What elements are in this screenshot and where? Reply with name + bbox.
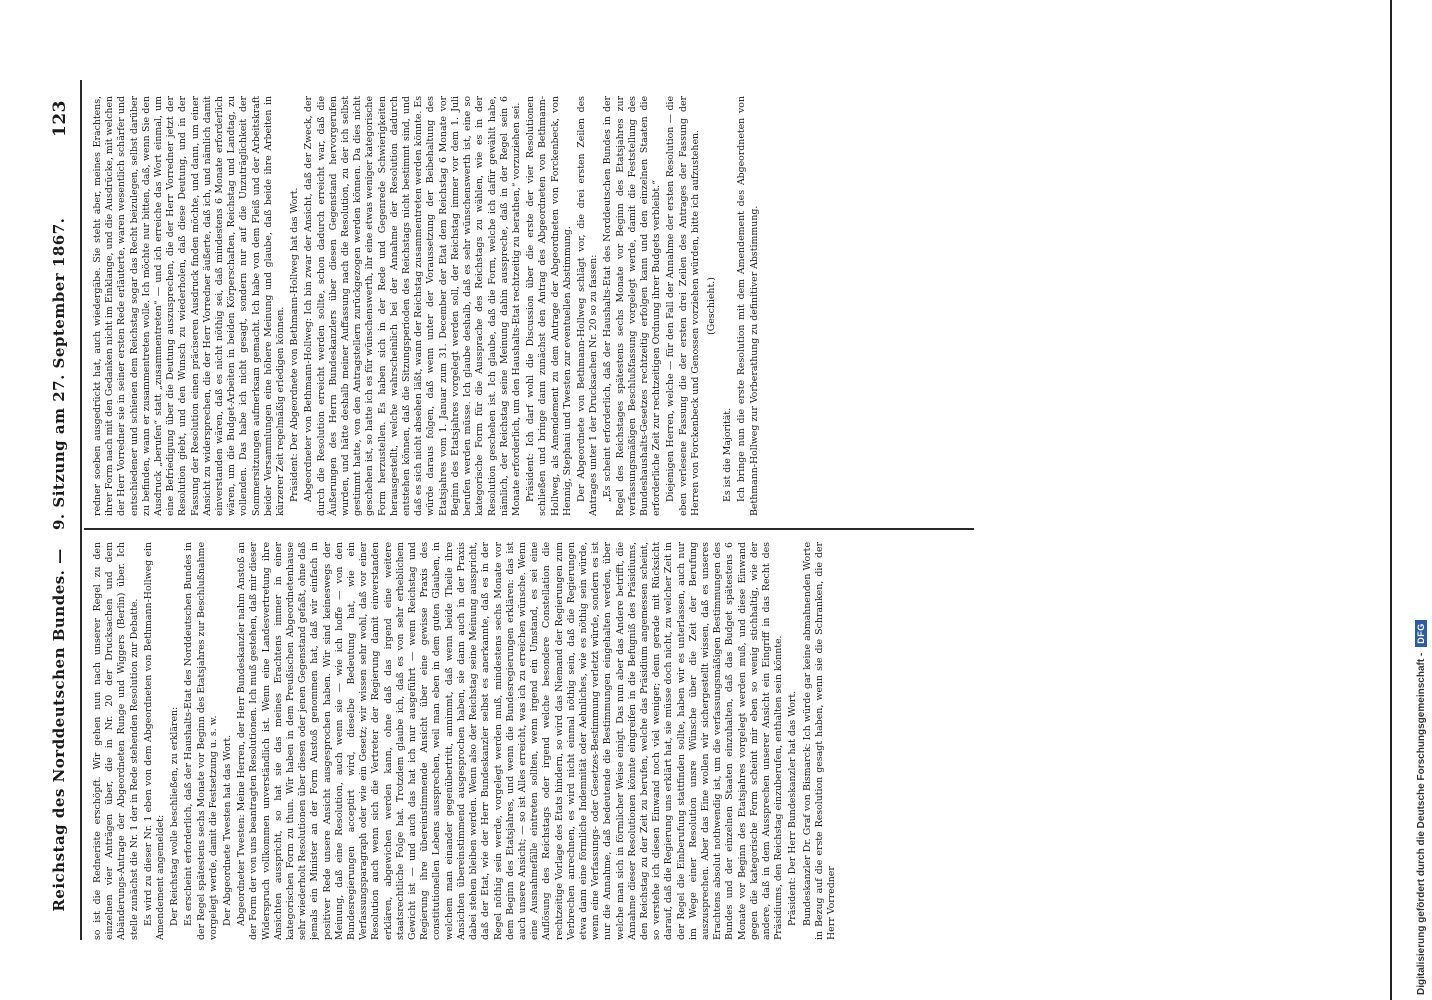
paragraph: so ist die Redneriste erschöpft. Wir gehen nun nach unserer Regel zu den einzelnen vier Anträgen über, die in Nr. 20 der Drucksachen und dem Abänderungs-Antrage der Abgeordneten Runge und Wiggers (Berlin) über. Ich stelle zunächst die Nr. 1 der in Rede stehenden Resolution zur Debatte. <box>92 542 140 940</box>
paragraph: (Geschieht.) <box>705 277 717 335</box>
paragraph: Abgeordneter von Bethmann-Hollweg: Ich bin zwar der Ansicht, daß der Zweck, der durch die Resolution erreicht werden sollte, schon dadurch erreicht war, daß die Äußerungen des Herrn Bundeskanzlers über diesen Gegenstand hervorgerufen wurden, und hätte deshalb meiner Auffassung nach die Resolution, zu der ich selbst gestimmt hatte, von den Antragstellern zurückgezogen werden können. Da dies nicht geschehen ist, so hatte ich es für wünschenswerth, ihr eine etwas weniger kategorische Form herzustellen. Es haben sich in der Rede und Gegenrede Schwierigkeiten herausgestellt, welche wahrscheinlich bei der Annahme der Resolution dadurch entstehen können, daß die Sitzungsperioden des Reichstags nicht bestimmt sind, und daß es sich nicht absehen läßt, wann der Reichstag zusammentreten werden könnte. Es würde daraus folgen, daß wenn unter der Voraussetzung der Beibehaltung des Etatsjahres vom 1. Januar zum 31. December der Etat dem Reichstag 6 Monate vor Beginn des Etatsjahres vorgelegt werden soll, der Reichstag immer vor dem 1. Juli berufen werden müsse. Ich glaube deshalb, daß es sehr wünschenswerth ist, eine so kategorische Form für die Aussprache des Reichstags zu wählen, wie es in der Resolution geschehen ist. Ich glaube, daß die Form, welche ich dafür gewählt habe, nämlich, der Reichstag seine Meinung dahin ausspreche, daß in der Regel sein 6 Monate erforderlich, um den Haushalts-Etat rechtzeitig zu berathen,“ vorzuziehen sei. <box>303 96 522 516</box>
scan-edge-line <box>1390 0 1392 1000</box>
running-header-left: Reichstag des Norddeutschen Bundes. — <box>50 548 68 912</box>
column-divider <box>84 528 974 530</box>
paragraph: Diejenigen Herren, welche — für den Fall der Annahme der ersten Resolution — die eben verlesene Fassung die der ersten drei Zeilen des Antrages der Fassung der Herren von Forckenbeck und Genossen vorziehen würden, bitte ich aufzustehen. <box>665 96 701 516</box>
paragraph: Es erscheint erforderlich, daß der Haushalts-Etat des Norddeutschen Bundes in der Regel spätestens sechs Monate vor Beginn des Etatsjahres zur Beschlußnahme vorgelegt werde, damit die Festsetzung u. s. w. <box>183 542 219 940</box>
paragraph: redner soeben ausgedrückt hat, auch wiedergäbe. Sie steht aber, meines Erachtens, ihrer Form nach mit den Gedanken nicht im Einklange, und die Ausdrücke, mit welchen der Herr Vorredner sie in seiner ersten Rede erläuterte, waren wesentlich schärfer und entschiedener und schienen dem Reichstag sogar das Recht beizulegen, selbst darüber zu befinden, wann er zusammentreten wolle. Ich möchte nur bitten, daß, wenn Sie den Ausdruck „berufen“ statt „zusammentreten“ — und ich erreiche das Wort einmal, um eine Befriedigung über die Deutung auszusprechen, die der Herr Vorredner jetzt der Resolution giebt, und den Wunsch zu wiederholen, daß diese Deutung, und in der Fassung der Resolution einen präciseren Ausdruck finden möchte, und dann, um einer Ansicht zu widersprechen, die der Herr Vorredner äußerte, daß ich, und nämlich damit einverstanden wären, daß es nicht nöthig sei, daß mindestens 6 Monate erforderlich wären, um die Budget-Arbeiten in beiden Körperschaften, Reichstag und Landtag, zu vollenden. Das habe ich nicht gesagt, sondern nur auf die Unzuträglichkeit der Sommersitzungen aufmerksam gemacht. Ich habe von dem Fleiß und der Arbeitskraft beider Versammlungen eine höhere Meinung und glaube, daß beide ihre Arbeiten in kürzerer Zeit regelmäßig erledigen können. <box>92 96 287 516</box>
paragraph: Präsident: Der Abgeordnete von Bethmann-Hollweg hat das Wort. <box>289 187 301 502</box>
paragraph: Ich bringe nun die erste Resolution mit dem Amendement des Abgeordneten von Bethmann-Hollweg zur Vorberathung zu definitiver Abstimmung. <box>736 96 760 516</box>
paragraph: Präsident: Ich darf wohl die Discussion über die erste der vier Resolutionen schließen und bringe dann zunächst den Antrag des Abgeordneten von Bethmann-Hollweg, als Amendement zu dem Antrage der Abgeordneten von Forckenbeck, von Hennig, Stephani und Twesten zur eventuellen Abstimmung. <box>525 96 573 516</box>
notice-text: Digitalisierung gefördert durch die Deutsche Forschungsgemeinschaft - <box>1415 652 1427 995</box>
left-column <box>92 542 982 940</box>
paragraph: Es wird zu dieser Nr. 1 eben von dem Abgeordneten von Bethmann-Hollweg ein Amendement angemeldet: <box>142 542 167 940</box>
page-number: 123 <box>50 100 70 137</box>
dfg-logo: DFG <box>1415 620 1427 647</box>
paragraph: Bundeskanzler Dr. Graf von Bismarck: Ich würde gar keine abmahnenden Worte in Bezug auf die erste Resolution gesagt haben, wenn sie die Schranken, die der Herr Vorredner <box>801 542 837 940</box>
paragraph: Abgeordneter Twesten: Meine Herren, der Herr Bundeskanzler nahm Anstoß an der Form der von uns beantragten Resolutionen. Ich muß gestehen, daß mir dieser Widerspruch vollkommen unverständlich ist. Wenn eine Landesvertretung ihre Ansichten ausspricht, so hat sie das meines Erachtens immer in einer kategorischen Form zu thun. Wir haben in dem Preußischen Abgeordnetenhause sehr wiederholt Resolutionen über diesen oder jenen Gegenstand gefaßt, ohne daß jemals ein Minister an der Form Anstoß genommen hat, daß wir einfach in positiver Rede unsere Ansicht ausgesprochen haben. Wir sind keineswegs der Meinung, daß eine Resolution, auch wenn sie — wie ich hoffe — von den Bundesregierungen acceptirt wird, dieselbe Bedeutung hat, wie ein Verfassungsparagraph oder wie ein Gesetz; wir wissen sehr wohl, daß vor einer Resolution auch wenn sich die Vertreter der Regierung damit einverstanden erklären, abgewichen werden kann, ohne daß das irgend eine weitere staatsrechtliche Folge hat. Trotzdem glaube ich, daß es von sehr erheblichem Gewicht ist — und auch das hat ich nur ausgeführt — wenn Reichstag und Regierung ihre übereinstimmende Ansicht über eine gewisse Praxis des constitutionellen Lebens aussprechen, weil man eben in dem guten Glauben, in welchem man einander gegenübertritt, annimmt, daß wenn beide Theile ihre Ansichten übereinstimmend ausgesprochen haben, sie dann auch in der Praxis dabei stehen bleiben werden. Wenn also der Reichstag seine Meinung ausspricht, daß der Etat, wie der Herr Bundeskanzler selbst es anerkannte, daß es in der Regel nöthig sein werde, vorgelegt werden muß, mindestens sechs Monate vor dem Beginn des Etatsjahres, und wenn die Bundesregierungen erklären: das ist auch unsere Ansicht; — so ist Alles erreicht, was ich zu erreichen wünsche. Wenn eine Ausnahmefälle eintreten sollten, wenn irgend ein Umstand, es sei eine Auflösung des Reichstags oder irgend welche besondere Constellation die rechtzeitige Vorlage des Etats hindern, so wird das Niemand der Regierungen zum Verbrechen anrechnen, es wird nicht einmal nöthig sein, daß die Regierungen etwa dann eine förmliche Indemnität oder Aehnliches, wie es nöthig sein würde, wenn eine Verfassungs- oder Gesetzes-Bestimmung verletzt würde, sondern es ist nur die Annahme, daß bedeutende die Bestimmungen eingehalten werden, über welche man sich in förmlicher Weise einigt. Das nun aber das Andere betrifft, die Annahme dieser Resolutionen könnte eingreifen in die Befugniß des Präsidiums, den Reichstag zu der Zeit zu berufen, welche das Präsidium angemessen scheint, so verstehe ich diesen Einwand noch viel weniger; denn gerade mit Rücksicht darauf, daß die Regierung uns erklärt hat, sie müsse doch nicht, zu welcher Zeit in der Regel die Einberufung stattfinden sollte, haben wir es unterlassen, auch nur im Wege einer Resolution unsre Wünsche über die Zeit der Berufung auszusprechen. Aber das Eine wollen wir sichergestellt wissen, daß es unseres Erachtens absolut nothwendig ist, um die verfassungsmäßigen Bestimmungen des Bundes und der einzelnen Staaten einzuhalten, daß das Budget spätestens 6 Monate vor Beginn des Etatsjahres vorgelegt werden muß, und diese Einwand gegen die kategorische Form scheint mir eben so wenig stichhaltig, wie der andere, daß in dem Aussprechen unserer Ansicht ein Eingriff in das Recht des Präsidiums, den Reichstag einzuberufen, enthalten sein könnte. <box>236 542 785 940</box>
right-column <box>92 96 982 516</box>
paragraph: Der Reichstag wolle beschließen, zu erklären: <box>169 706 181 926</box>
running-header-right <box>50 100 80 530</box>
paragraph: Der Abgeordnete von Bethmann-Hollweg schlägt vor, die drei ersten Zeilen des Antrages unter 1 der Drucksachen Nr. 20 so zu fassen: <box>575 96 600 516</box>
paragraph: Der Abgeordnete Twesten hat das Wort. <box>222 734 234 926</box>
paragraph: Präsident: Der Herr Bundeskanzler hat das Wort. <box>787 690 799 926</box>
paragraph: Es ist die Majorität. <box>722 407 734 502</box>
paragraph: „Es scheint erforderlich, daß der Haushalts-Etat des Norddeutschen Bundes in der Regel des Reichstages spätestens sechs Monate vor Beginn des Etatsjahres zur verfassungsmäßigen Beschlußfassung vorgelegt werde, damit die Feststellung des Bundeshaushalts-Gesetzes rechtzeitig erfolgen kann und den einzelnen Staaten die erforderliche Zeit zur rechtzeitigen Ordnung ihrer Budgets verbleibt.“ <box>602 96 663 516</box>
session-title: 9. Sitzung am 27. September 1867. <box>50 217 68 530</box>
digitization-notice <box>1413 5 1429 995</box>
header-rule <box>80 80 82 940</box>
